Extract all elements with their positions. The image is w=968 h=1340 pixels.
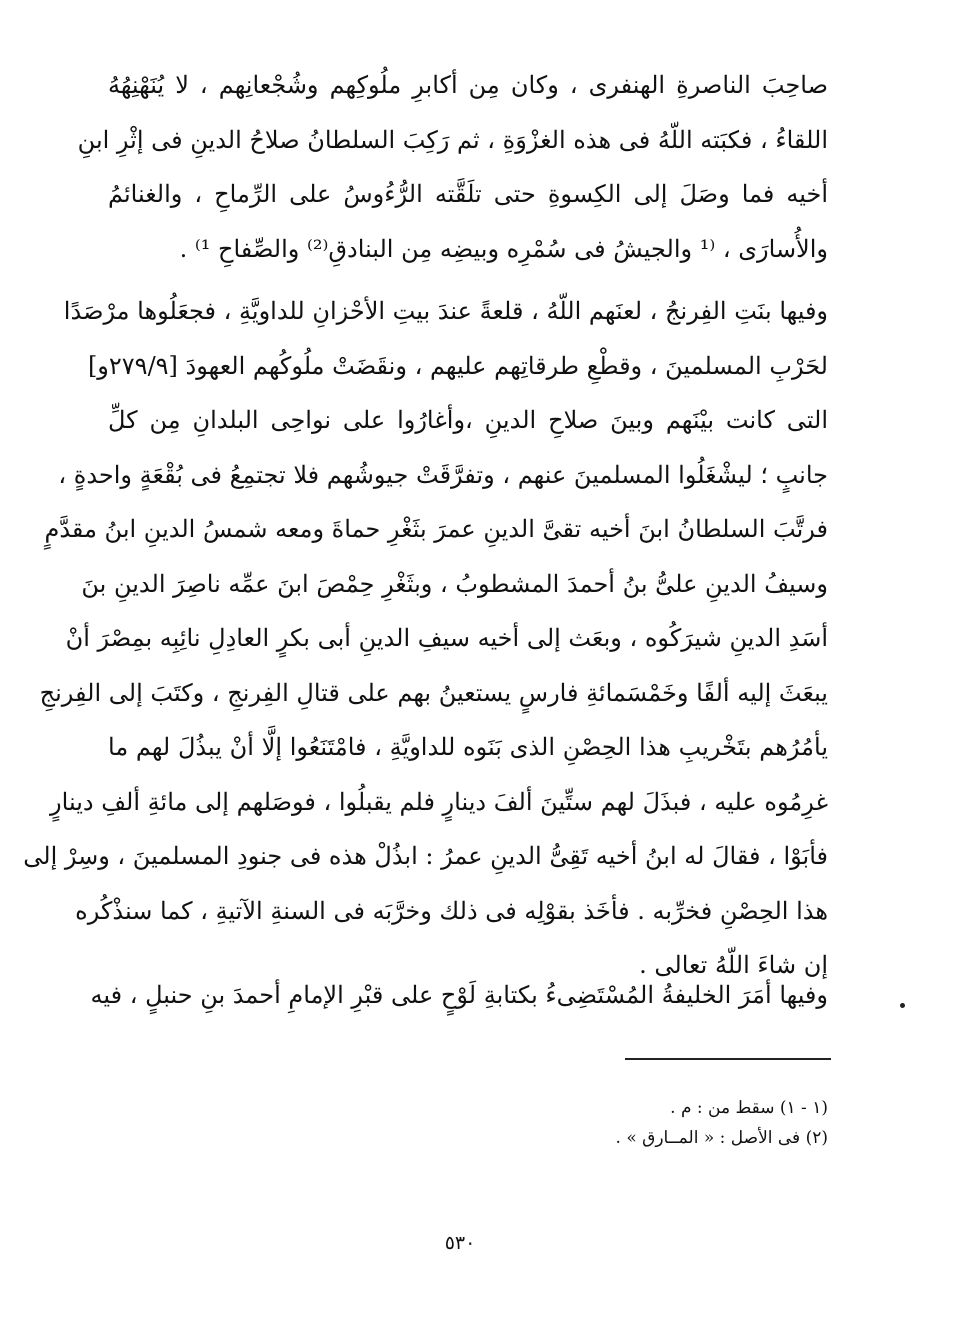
text-line: فأبَوْا ، فقالَ له ابنُ أخيه تَقِىُّ الدينِ عمرُ : ابذُلْ هذه فى جنودِ المسلمينَ ، وسِرْ إلى xyxy=(23,842,828,870)
paragraph-3 xyxy=(90,968,828,1023)
footnote-1: (١ - ١) سقط من : م . xyxy=(670,1098,828,1118)
page-number: ٥٣٠ xyxy=(444,1232,476,1254)
text-line: يأمُرُهم بتَخْريبِ هذا الحِصْنِ الذى بَنَوه للداويَّةِ ، فامْتَنَعُوا إلَّا أنْ يبذُلَ لهم ما xyxy=(108,733,829,761)
text-line: أسَدِ الدينِ شيرَكُوه ، وبعَث إلى أخيه سيفِ الدينِ أبى بكرٍ العادِلِ نائِبِه بمِصْرَ أنْ xyxy=(65,624,828,652)
text-line: وسيفُ الدينِ علىُّ بنُ أحمدَ المشطوبُ ، وبثَغْرِ حِمْصَ ابنَ عمِّه ناصِرَ الدينِ بنَ xyxy=(81,569,828,598)
text-line: فرتَّبَ السلطانُ ابنَ أخيه تقىَّ الدينِ عمرَ بثَغْرِ حماةَ ومعه شمسُ الدينِ ابنُ مقدَّمٍ xyxy=(44,515,828,543)
text-line: إن شاءَ اللّهُ تعالى . xyxy=(639,951,828,979)
paragraph-2 xyxy=(23,284,829,993)
text-line: صاحِبَ الناصرةِ الهنفرى ، وكان مِن أكابرِ ملُوكِهم وشُجْعانِهم ، لا يُنَهْنِهُهُ xyxy=(108,71,828,99)
text-line: اللقاءُ ، فكبَته اللّهُ فى هذه الغزْوَةِ ، ثم رَكِبَ السلطانُ صلاحُ الدينِ فى إثْرِ ابنِ xyxy=(77,125,828,154)
margin-dot xyxy=(900,1003,905,1008)
text-line: هذا الحِصْنِ فخرِّبه . فأخَذ بقوْلِه فى ذلك وخرَّبَه فى السنةِ الآتيةِ ، كما سنذْكُره xyxy=(75,896,828,925)
text-line: والأُسارَى ، ⁽¹ والجيشُ فى سُمْرِه وبيضِه مِن البنادقِ⁽²⁾ والصِّفاحِ ¹⁾ . xyxy=(179,234,828,263)
footnotes xyxy=(408,1093,828,1153)
paragraph-1 xyxy=(77,58,828,276)
text-line: جانبٍ ؛ ليشْغَلُوا المسلمينَ عنهم ، وتفرَّقَتْ جيوشُهم فلا تجتمِعُ فى بُقْعَةٍ واحدةٍ ، xyxy=(58,460,828,489)
text-line: أخيه فما وصَلَ إلى الكِسوةِ حتى تلَقَّته الرُّءُوسُ على الرِّماحِ ، والغنائمُ xyxy=(108,180,828,208)
text-line: لحَرْبِ المسلمينَ ، وقطْعِ طرقاتِهم عليهم ، ونقَضَتْ ملُوكُهم العهودَ [٢٧٩/٩و] xyxy=(87,351,828,380)
text-line: يبعَثَ إليه ألفًا وخَمْسَمائةِ فارسٍ يستعينُ بهم على قتالِ الفِرنجِ ، وكتَبَ إلى الفِرنجِ xyxy=(39,678,828,707)
footnote-2: (٢) فى الأصل : « المــارق » . xyxy=(615,1128,828,1148)
footnote-separator xyxy=(625,1058,831,1060)
text-line: التى كانت بيْنَهم وبينَ صلاحِ الدينِ ،وأغارُوا على نواحِى البلدانِ مِن كلِّ xyxy=(108,406,828,434)
text-line: وفيها أمَرَ الخليفةُ المُسْتَضِىءُ بكتابةِ لَوْحٍ على قبْرِ الإمامِ أحمدَ بنِ حنبلٍ ، فيه xyxy=(90,981,828,1009)
text-line: غرِمُوه عليه ، فبذَلَ لهم ستِّينَ ألفَ دينارٍ فلم يقبلُوا ، فوصَلهم إلى مائةِ ألفِ دينارٍ xyxy=(50,787,828,816)
text-line: وفيها بنَتِ الفِرنجُ ، لعنَهم اللّهُ ، قلعةً عندَ بيتِ الأحْزانِ للداويَّةِ ، فجعَلُوها مرْصَدًا xyxy=(63,297,828,325)
